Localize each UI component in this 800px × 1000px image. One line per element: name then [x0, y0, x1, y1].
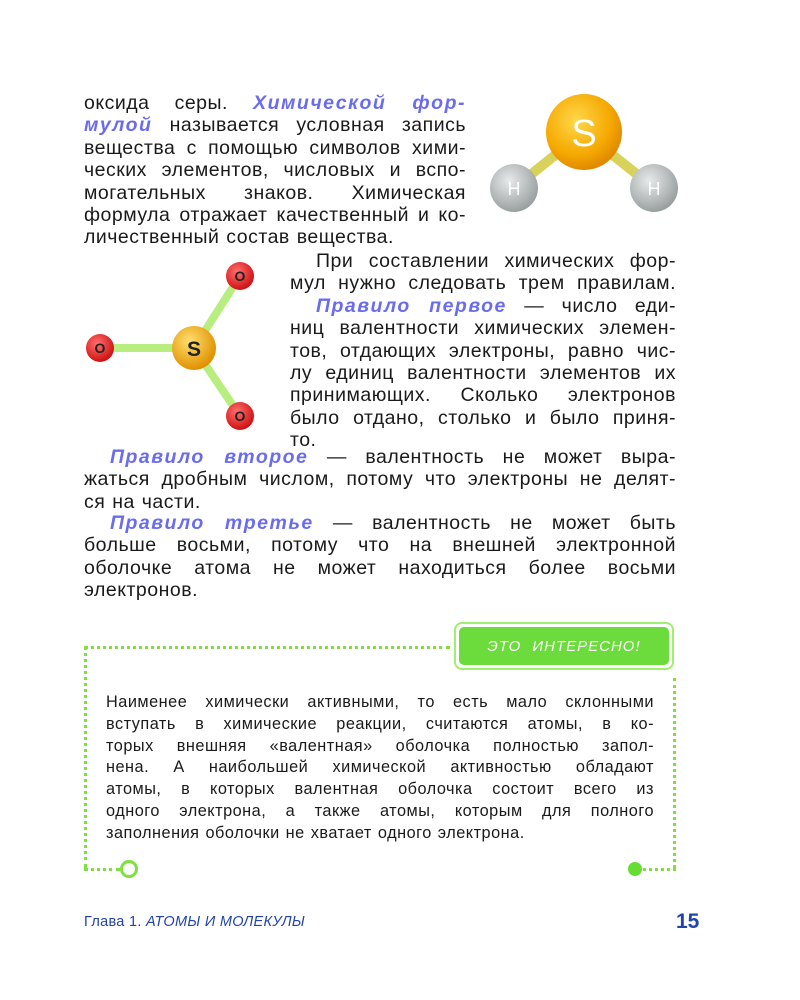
paragraph-rule-three — [84, 512, 676, 602]
hydrogen-label-left: H — [507, 179, 521, 199]
paragraph-formula-definition — [84, 92, 466, 249]
chapter-title: АТОМЫ И МОЛЕКУЛЫ — [146, 914, 305, 930]
oxygen-label-bottom: O — [234, 408, 246, 424]
text-line: мулой называется условная запись — [84, 114, 466, 137]
term-rule-one: Правило первое — [316, 294, 507, 317]
text-line: заполнения оболочки не хватает одного электрона. — [106, 823, 525, 842]
chapter-prefix: Глава 1. — [84, 914, 147, 930]
text-line: Правило второе — валентность не может выра- — [110, 446, 676, 468]
dotted-border-right — [673, 678, 676, 868]
dot-ornament — [628, 862, 642, 876]
sulfur-label: S — [571, 113, 597, 155]
h2s-molecule-illustration — [484, 88, 684, 228]
text-line: могательных знаков. Химическая — [84, 181, 466, 204]
text-line: личественный состав вещества. — [84, 226, 394, 249]
paragraph-rules-intro — [290, 250, 676, 452]
text-line: нена. А наибольшей химической активностью обладают — [106, 758, 654, 777]
text-line: торых внешняя «валентная» оболочка полностью запол- — [106, 736, 654, 755]
chapter-footer — [84, 914, 305, 930]
ring-ornament — [120, 860, 138, 878]
interesting-badge-label: ЭТО ИНТЕРЕСНО! — [459, 627, 669, 665]
text-line: жаться дробным числом, потому что электроны не делят- — [84, 468, 676, 491]
text-line: Правило первое — число еди- — [316, 294, 676, 317]
text-line: ся на части. — [84, 490, 201, 513]
text-line: формула отражает качественный и ко- — [84, 204, 466, 227]
text-line: ческих элементов, числовых и вспо- — [84, 159, 466, 182]
text-line: вступать в химические реакции, считаются атомы, в ко- — [106, 714, 654, 733]
paragraph-rule-two — [84, 446, 676, 513]
oxygen-label-left: O — [94, 340, 106, 356]
interesting-fact-text — [106, 692, 654, 845]
dotted-border-top — [84, 646, 450, 649]
text-line: больше восьми, потому что на внешней электронной — [84, 534, 676, 557]
interesting-badge — [454, 622, 674, 670]
text-line: мул нужно следовать трем правилам. — [290, 272, 676, 295]
text-line: одного электрона, а также атомы, которым для полного — [106, 801, 654, 820]
hydrogen-label-right: H — [647, 179, 661, 199]
text-line: Наименее химически активными, то есть мало склонными — [106, 693, 654, 711]
text-line: электронов. — [84, 579, 199, 602]
sulfur-label: S — [186, 338, 202, 361]
text-line: ниц валентности химических элемен- — [290, 317, 676, 340]
text-line: атомы, в которых валентная оболочка состоит всего из — [106, 780, 654, 799]
so3-molecule-illustration — [80, 258, 280, 438]
text-line: При составлении химических фор- — [316, 250, 676, 272]
text-line: Правило третье — валентность не может быть — [110, 512, 677, 534]
text-line: было отдано, столько и было приня- — [290, 406, 676, 429]
term-rule-two: Правило второе — [110, 446, 309, 468]
text-line: вещества с помощью символов хими- — [84, 136, 466, 159]
text-line: принимающих. Сколько электронов — [290, 384, 676, 407]
oxygen-label-top: O — [234, 268, 246, 284]
dotted-border-left — [84, 646, 87, 868]
text-line: оболочке атома не может находиться более восьми — [84, 556, 676, 579]
term-rule-three: Правило третье — [110, 512, 314, 534]
dotted-border-bottom-right — [636, 868, 676, 871]
text-line: лу единиц валентности элементов их — [290, 362, 676, 385]
text-line: то. — [290, 429, 317, 452]
dotted-border-bottom-left — [84, 868, 120, 871]
term-chemical-formula: Химической фор- — [253, 92, 466, 114]
text-line: оксида серы. Химической фор- — [84, 92, 466, 114]
page-number: 15 — [676, 910, 700, 933]
term-formula: мулой — [84, 114, 153, 137]
text-line: тов, отдающих электроны, равно чис- — [290, 339, 676, 362]
